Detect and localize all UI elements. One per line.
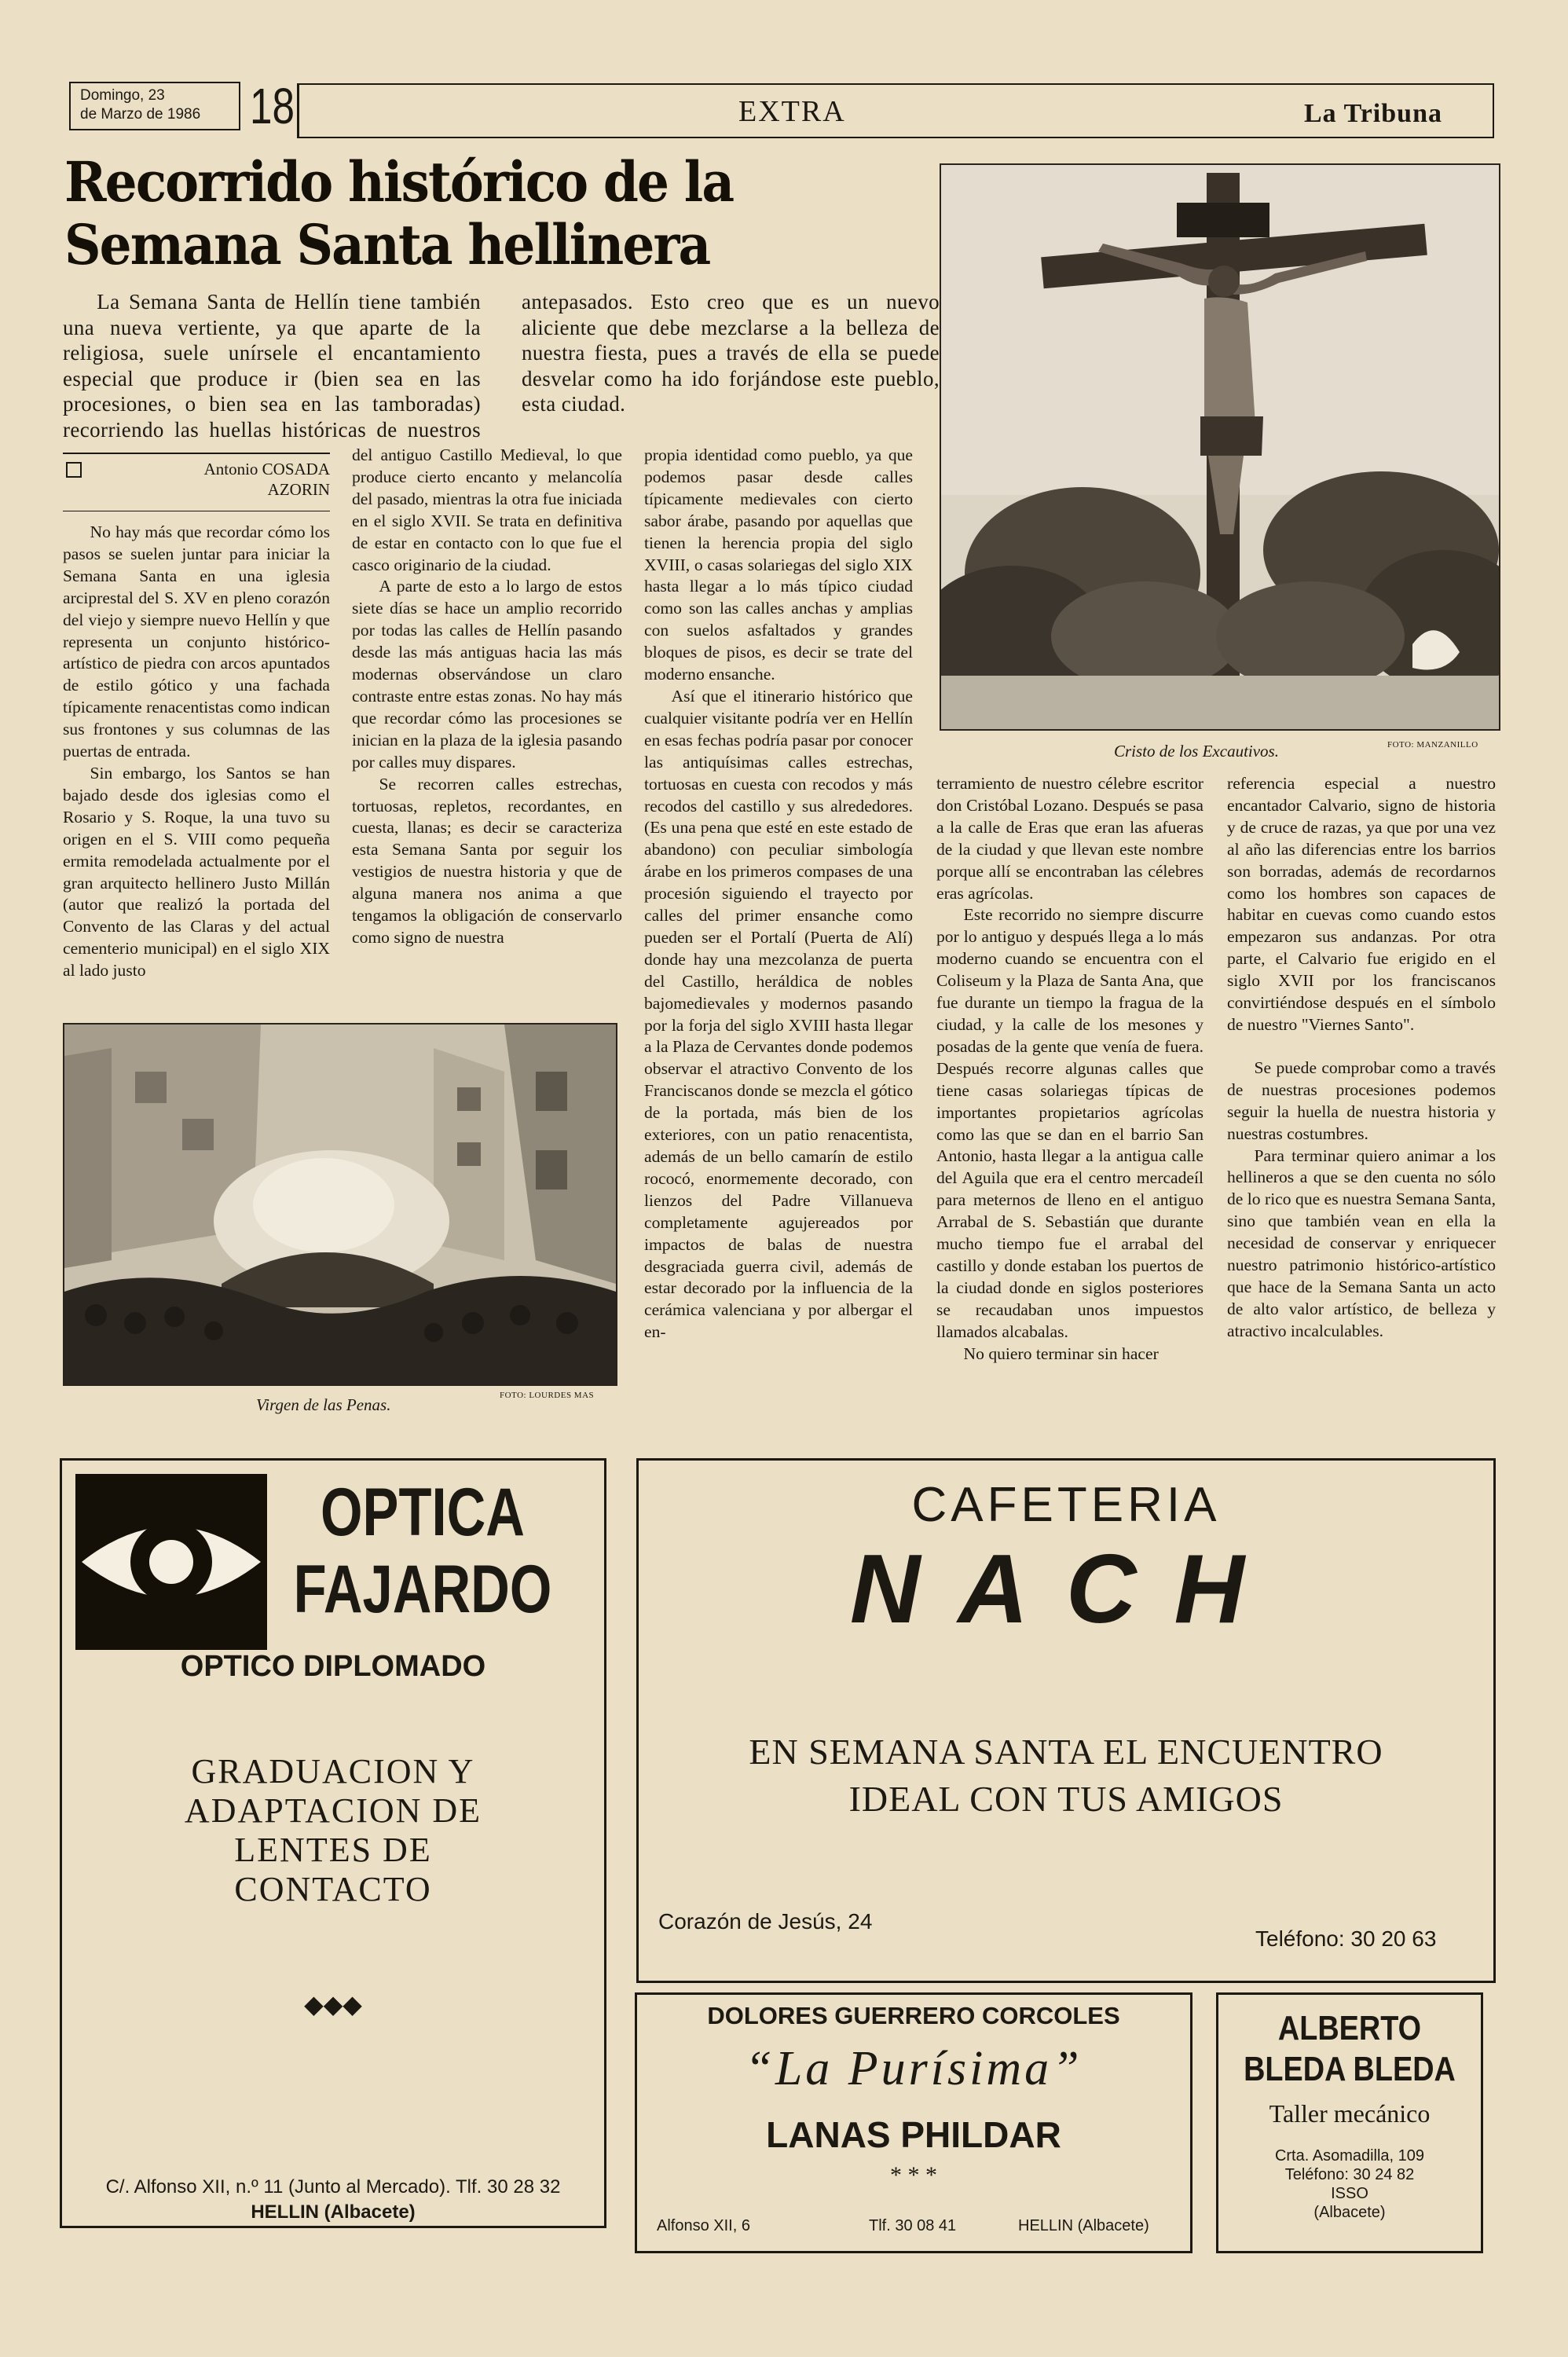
page-number: 18	[250, 78, 295, 134]
cafeteria-phone: Teléfono: 30 20 63	[1255, 1926, 1437, 1951]
col5-paragraph-2: Se puede comprobar como a través de nuestras procesiones podemos seguir la huella de nuestra historia y nuestras costumbres.	[1227, 1058, 1496, 1143]
col3-paragraph-2: Así que el itinerario histórico que cualquier visitante podría ver en Hellín en esas fechas podría pasar por conocer las antiquísimas calles estrechas, tortuosas en cuesta con recodos y más recodos del castillo y sus alrededores. (Es una pena que esté en este estado de abandono) con peculiar simbología árabe en los primeros compases de una procesión siguiendo el trayecto por calles del primer ensanche como pueden ser el Portalí (Puerta de Alí) donde hay una mezcolanza de puerta del Castillo, heráldica de nobles bajomedievales y modernos pasando por la forja del siglo XVIII hasta llegar a la Plaza de Cervantes donde podemos observar el atractivo Convento de los Franciscanos donde se mezcla el gótico de la portada, más bien de los exteriores, con un patio renacentista, además de un bello camarín de estilo rococó, enormemente decorado, con lienzos del Padre Villanueva completamente agujereados por impactos de balas de nuestra desgraciada guerra civil, además de estar decorado por la influencia de la cerámica valenciana y por albergar el en-	[644, 686, 913, 1342]
col5-paragraph-3: Para terminar quiero animar a los hellineros a que se den cuenta no sólo de lo rico que es nuestra Semana Santa, sino que también vean en ella la necesidad de conservar y enriquecer nuestro patrimonio histórico-artístico que hace de la Semana Santa un acto de alto valor artístico, de belleza y atractivo incalculables.	[1227, 1146, 1496, 1340]
cafeteria-name: NACH	[849, 1535, 1283, 1644]
optica-service-line-1: GRADUACION Y	[191, 1752, 475, 1791]
optica-name-line-1: OPTICA	[321, 1475, 525, 1550]
purisima-stars: * * *	[890, 2162, 937, 2188]
article-col-5	[1227, 773, 1496, 1416]
optica-address: C/. Alfonso XII, n.º 11 (Junto al Mercado). Tlf. 30 28 32	[105, 2176, 561, 2198]
col2-paragraph-1: del antiguo Castillo Medieval, lo que produce cierto encanto y melancolía del pasado, mientras la otra fue iniciada en el siglo XVII. Se trata en definitiva de estar en contacto con lo que fue el casco originario de la ciudad.	[352, 445, 622, 574]
cafeteria-slogan	[636, 1728, 1496, 1823]
col1-paragraph-2: Sin embargo, los Santos se han bajado desde dos iglesias como el Rosario y S. Roque, la una tuvo su origen en el S. VIII como pequeña ermita remodelada actualmente por el gran arquitecto hellinero Justo Millán (autor que realizó la portada del Convento de las Claras y del actual cementerio municipal) en el siglo XIX al lado justo	[63, 763, 330, 981]
cafeteria-slogan-line-1: EN SEMANA SANTA EL ENCUENTRO	[749, 1732, 1383, 1772]
purisima-phone: Tlf. 30 08 41	[869, 2217, 957, 2234]
date-box	[69, 82, 240, 130]
taller-phone: Teléfono: 30 24 82	[1284, 2166, 1415, 2183]
col4-paragraph-2: Este recorrido no siempre discurre por lo antiguo y después llega a lo más moderno cuando se encuentra con el Coliseum y la Plaza de Santa Ana, que fue durante un tiempo la fragua de la ciudad, y la calle de los mesones y posadas de la gente que venía de fuera. Después recorre algunas calles que tiene casas solariegas típicas de importantes propietarios agrícolas como las que se dan en el barrio San Antonio, hasta llegar a la antigua calle del Aguila que era el centro mercadeíl para meternos de lleno en el antiguo Arrabal de S. Sebastián que durante mucho tiempo fue el arrabal del castillo y donde estaban los puertos de la ciudad donde en siglos posteriores se recaudaban unos impuestos llamados alcabalas.	[936, 905, 1203, 1341]
purisima-name: “La Purísima”	[745, 2042, 1083, 2095]
col4-paragraph-3: No quiero terminar sin hacer	[963, 1343, 1159, 1363]
purisima-product: LANAS PHILDAR	[766, 2114, 1061, 2155]
col3-paragraph-1: propia identidad como pueblo, ya que podemos pasar desde calles típicamente medievales con cierto sabor árabe, pasando por aquellas que tienen la herencia propia del siglo XVIII, o casas solariegas del siglo XIX hasta llegar a lo más típico ciudad como son las calles anchas y amplias con suelos asfaltados y grandes bloques de pisos, es decir se trate del moderno ensanche.	[644, 445, 913, 684]
cafeteria-label: CAFETERIA	[911, 1478, 1221, 1532]
optica-name-line-2: FAJARDO	[293, 1552, 552, 1627]
col2-paragraph-3: Se recorren calles estrechas, tortuosas, repletos, recordantes, en cuesta, llanas; es decir se caracteriza esta Semana Santa por seguir los vestigios de nuestra historia y que de alguna manera nos anima a que tengamos la obligación de conservarlo como signo de nuestra	[352, 774, 622, 947]
eye-logo	[75, 1474, 267, 1650]
optica-service-line-2: ADAPTACION DE	[184, 1791, 482, 1830]
optica-city: HELLIN (Albacete)	[251, 2201, 416, 2223]
taller-town: ISSO	[1331, 2185, 1368, 2202]
taller-name	[1235, 2008, 1464, 2090]
taller-address: Crta. Asomadilla, 109	[1274, 2147, 1425, 2165]
taller-contact	[1216, 2146, 1483, 2222]
newspaper-name: La Tribuna	[1304, 99, 1442, 128]
optica-services	[60, 1752, 606, 1909]
optica-service-line-4: CONTACTO	[234, 1870, 432, 1908]
taller-province: (Albacete)	[1313, 2204, 1386, 2221]
taller-name-line-2: BLEDA BLEDA	[1244, 2050, 1456, 2088]
section-label: EXTRA	[738, 95, 846, 128]
headline	[64, 151, 733, 277]
col1-paragraph-1: No hay más que recordar cómo los pasos se suelen juntar para iniciar la Semana Santa en una iglesia arciprestal del S. XV en pleno corazón del viejo y siempre nuevo Hellín y que representa un conjunto histórico-artístico de piedra con arcos apuntados de estilo gótico y una fachada típicamente renacentistas como indican sus frontones y sus columnas de las puertas de entrada.	[63, 522, 330, 761]
virgen-credit: FOTO: LOURDES MAS	[500, 1391, 595, 1400]
author-byline	[94, 459, 330, 500]
cristo-caption: Cristo de los Excautivos.	[1114, 742, 1279, 761]
eye-icon	[75, 1474, 267, 1650]
cafeteria-address: Corazón de Jesús, 24	[658, 1909, 873, 1934]
col4-paragraph-1: terramiento de nuestro célebre escritor don Cristóbal Lozano. Después se pasa a la calle de Eras que eran las afueras de la ciudad y que llevan este nombre porque allí se encontraban las célebres eras agrícolas.	[936, 774, 1203, 903]
col5-paragraph-1: referencia especial a nuestro encantador Calvario, signo de historia y de cruce de razas, ya que por una vez al año las diferencias entre los barrios son borradas, además de recordarnos como los hombres son capaces de habitar en cuevas como cuando estos empezaron sus andanzas. Por otra parte, el Calvario fue erigido en el siglo XVII por los franciscanos convirtiéndose después en el símbolo de nuestro "Viernes Santo".	[1227, 774, 1496, 1034]
cristo-photo-image	[941, 165, 1499, 729]
cristo-credit: FOTO: MANZANILLO	[1387, 740, 1478, 750]
cafeteria-slogan-line-2: IDEAL CON TUS AMIGOS	[848, 1779, 1284, 1819]
virgen-photo	[63, 1023, 617, 1386]
lead-paragraph: La Semana Santa de Hellín tiene también una nueva vertiente, ya que aparte de la religiosa, suele unírsele el encantamiento especial que produce ir (bien sea en las procesiones, o bien sea en las tamboradas) recorriendo las huellas históricas de nuestros antepasados. Esto creo que es un nuevo aliciente que debe mezclarse a la belleza de nuestra fiesta, pues a través de ella se puede desvelar como ha ido forjándose este pueblo, esta ciudad.	[63, 290, 940, 442]
date-line-2: de Marzo de 1986	[80, 106, 201, 123]
virgen-photo-image	[64, 1025, 616, 1384]
cristo-photo	[940, 163, 1500, 731]
optica-ornament: ◆◆◆	[304, 1990, 362, 2018]
optica-subtitle: OPTICO DIPLOMADO	[180, 1650, 486, 1683]
author-bullet	[66, 462, 82, 478]
optica-name	[275, 1474, 570, 1628]
date-line-1: Domingo, 23	[80, 87, 165, 104]
headline-line-2: Semana Santa hellinera	[64, 212, 710, 277]
purisima-city: HELLIN (Albacete)	[1018, 2217, 1149, 2234]
article-col-1	[63, 522, 330, 1004]
purisima-owner: DOLORES GUERRERO CORCOLES	[707, 2002, 1120, 2029]
col2-paragraph-2: A parte de esto a lo largo de estos siete días se hace un amplio recorrido por todas las calles de Hellín pasando desde las más antiguas hacia las más modernas observándose un claro contraste entre estas zonas. No hay más que recordar cómo las procesiones se inician en la plaza de la iglesia pasando por calles muy dispares.	[352, 577, 622, 772]
virgen-caption: Virgen de las Penas.	[256, 1395, 391, 1414]
author-last: AZORIN	[267, 480, 330, 499]
author-rule	[63, 453, 330, 454]
article-col-3	[644, 445, 913, 1416]
headline-line-1: Recorrido histórico de la	[64, 149, 734, 214]
article-col-4	[936, 773, 1203, 1416]
article-col-2	[352, 445, 622, 1012]
taller-name-line-1: ALBERTO	[1277, 2009, 1422, 2047]
lead-col-1	[63, 289, 940, 443]
taller-type: Taller mecánico	[1269, 2099, 1431, 2128]
author-first: Antonio COSADA	[203, 460, 330, 478]
optica-service-line-3: LENTES DE	[234, 1831, 432, 1869]
purisima-address: Alfonso XII, 6	[657, 2217, 750, 2234]
